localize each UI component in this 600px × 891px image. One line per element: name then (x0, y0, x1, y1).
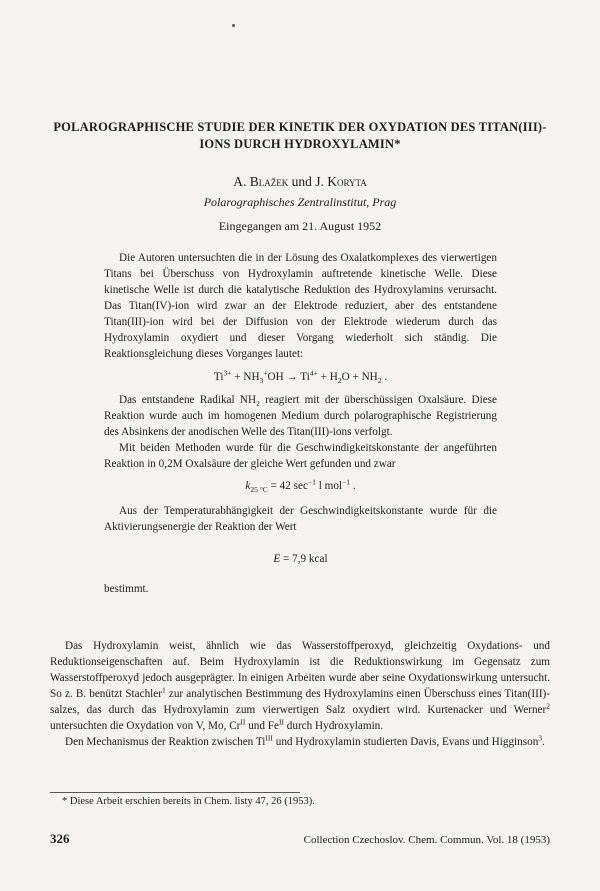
author-koryta: Koryta (327, 174, 367, 189)
abstract-paragraph-4: Aus der Temperaturabhängigkeit der Geschwindigkeitskonstante wurde für die Aktivierungsenergie der Reaktion der Wert (104, 505, 497, 533)
abstract-paragraph-2: Das entstandene Radikal $NH_2$ reagiert mit der überschüssigen Oxalsäure. Diese Reaktion wurde auch im homogenen Medium durch polarographische Registrierung des Absinkens der anodischen Welle des Titan(III)-ions verfolgt. (104, 394, 497, 438)
footnote-rule (50, 792, 300, 793)
page-number: 326 (50, 831, 70, 846)
journal-citation: Collection Czechoslov. Chem. Commun. Vol. 18 (1953) (303, 834, 550, 846)
body-paragraph-1: Das Hydroxylamin weist, ähnlich wie das Wasserstoffperoxyd, gleichzeitig Oxydations- und Reduktionseigenschaften auf. Beim Hydroxylamin ist die Reduktionswirkung im Gegensatz zum Wasserstoffperoxyd jedoch ausgeprägter. In einigen Arbeiten wurde aber seine Oxydationswirkung untersucht. So z. B. benützt Stachler$^1$ zur analytischen Bestimmung des Hydroxylamins einen Überschuss eines Titan(III)-salzes, das durch das Hydroxylamin zum vierwertigen Salz oxydiert wird. Kurtenacker und Werner$^2$ untersuchten die Oxydation von V, Mo, $Cr^{II}$ und $Fe^{II}$ durch Hydroxylamin. (50, 640, 551, 732)
abstract-paragraph-3: Mit beiden Methoden wurde für die Geschwindigkeitskonstante der angeführten Reaktion in 0,2M Oxalsäure der gleiche Wert gefunden und zwar (104, 442, 497, 470)
footnote: * Diese Arbeit erschien bereits in Chem. listy 47, 26 (1953). (62, 796, 315, 807)
author-line (0, 174, 600, 190)
abstract-paragraph-1: Die Autoren untersuchten die in der Lösung des Oxalatkomplexes des vierwertigen Titans bei Überschuss von Hydroxylamin auftretende kinetische Welle. Diese kinetische Welle ist durch die katalytische Reduktion des Hydroxylamins verursacht. Das Titan(IV)-ion wird zwar an der Elektrode reduziert, aber des entstandene Titan(III)-ion wird bei der Diffusion von der Elektrode wiederum durch das Hydroxylamin oxydiert und dieser Vorgang wiederholt sich ständig. Die Reaktionsgleichung dieses Vorganges lautet: (104, 252, 497, 360)
paper-title: POLAROGRAPHISCHE STUDIE DER KINETIK DER OXYDATION DES TITAN(III)-IONS DURCH HYDROXYLAMIN* (53, 120, 547, 151)
body-text (50, 638, 550, 750)
author-initial-1: A. (233, 174, 250, 189)
abstract (104, 250, 497, 597)
rate-constant-equation: $k_{25 ^\circ C} = 42$ $\sec^{-1} l$ mol$^{-1}$ . (245, 477, 356, 495)
activation-energy-equation: E = 7,9 kcal (273, 553, 328, 565)
author-connector: und J. (288, 174, 328, 189)
affiliation: Polarographisches Zentralinstitut, Prag (203, 195, 397, 209)
reaction-equation: $Ti^{3+} + NH_3^+OH \to Ti^{4+} + H_2O + NH_2$ . (213, 368, 388, 386)
abstract-paragraph-5: bestimmt. (104, 583, 149, 595)
page-speck (232, 24, 235, 27)
body-paragraph-2: Den Mechanismus der Reaktion zwischen $Ti^{III}$ und Hydroxylamin studierten Davis, Evans und Higginson$^3$. (65, 733, 545, 748)
received-date: Eingegangen am 21. August 1952 (218, 219, 382, 233)
author-blazek: Blažek (249, 174, 289, 189)
